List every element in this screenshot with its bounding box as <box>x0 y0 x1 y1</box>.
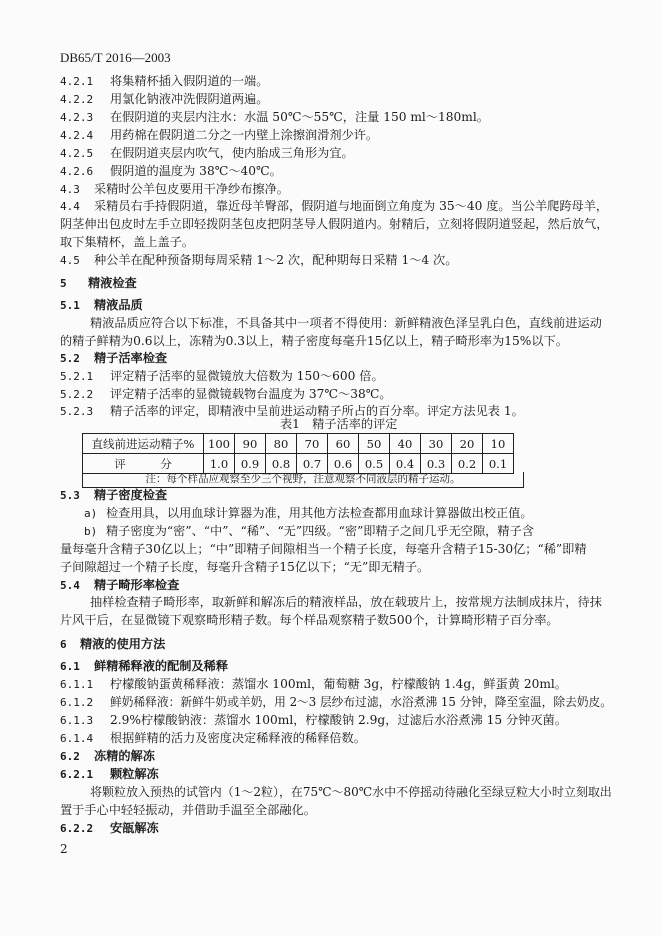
section-heading: 精子活率检查 <box>94 351 168 365</box>
standard-code-header: DB65/T 2016—2003 <box>60 50 171 65</box>
clause-number: 4.2.1 <box>60 75 94 88</box>
paragraph-line: 采精员右手持假阴道，靠近母羊臀部，假阴道与地面倒立角度为 35～40 度。当公羊爬跨母羊， <box>94 199 609 213</box>
paragraph-line: 鲜奶稀释液：新鲜牛奶或羊奶，用 2～3 层纱布过滤，水浴煮沸 15 分钟，降至室温，除去奶皮。 <box>110 695 612 709</box>
paragraph-line: 用氯化钠液冲洗假阴道两遍。 <box>110 92 269 106</box>
table-row <box>83 434 514 454</box>
clause-number: 6.2.2 <box>60 822 94 835</box>
clause-number: 4.2.3 <box>60 111 94 124</box>
paragraph-line: 阴茎伸出包皮时左手立即轻拨阴茎包皮把阴茎导人假阴道内。射精后，立刻将假阴道竖起，然后放气， <box>60 217 609 231</box>
paragraph-line: 片风干后，在显微镜下观察畸形精子数。每个样品观察精子数500个，计算畸形精子百分率。 <box>60 613 559 627</box>
table-cell: 0.6 <box>328 454 359 474</box>
clause-number: b) <box>84 525 98 538</box>
clause-number: 5.2.1 <box>60 370 94 383</box>
section-heading: 鲜精稀释液的配制及稀释 <box>94 659 229 673</box>
table-cell: 20 <box>452 434 483 454</box>
paragraph-line: 2.9%柠檬酸钠液：蒸馏水 100ml，柠檬酸钠 2.9g，过滤后水浴煮沸 15 分钟灭菌。 <box>110 713 567 727</box>
table-cell: 10 <box>483 434 514 454</box>
paragraph-line: 置于手心中轻轻振动，并借助手温至全部融化。 <box>60 803 316 817</box>
paragraph-line: 子间隙超过一个精子长度，每毫升含精子15亿以下；“无”即无精子。 <box>60 560 430 574</box>
clause-number: 4.2.5 <box>60 147 94 160</box>
paragraph-line: 量每毫升含精子30亿以上；“中”即精子间隙相当一个精子长度，每毫升含精子15-30亿；“稀”即精 <box>60 542 587 556</box>
paragraph-line: 检查用具，以用血球计算器为准，用其他方法检查都用血球计算器做出校正值。 <box>106 506 533 520</box>
sperm-motility-table <box>82 433 514 474</box>
table-cell: 80 <box>266 434 297 454</box>
clause-number: 6.2 <box>60 750 80 763</box>
table-cell: 60 <box>328 434 359 454</box>
table-cell: 0.2 <box>452 454 483 474</box>
clause-number: 5.1 <box>60 299 80 312</box>
clause-number: 6.1.2 <box>60 696 94 709</box>
paragraph-line: 将颗粒放入预热的试管内（1～2粒），在75℃～80℃水中不停摇动待融化至绿豆粒大小时立刻取出 <box>90 785 612 799</box>
section-heading: 精子密度检查 <box>94 488 168 502</box>
table-cell: 0.9 <box>235 454 266 474</box>
section-heading: 冻精的解冻 <box>94 749 155 763</box>
paragraph-line: 将集精杯插入假阴道的一端。 <box>110 74 269 88</box>
table-caption: 表1 精子活率的评定 <box>280 417 398 431</box>
clause-number: 5.2.3 <box>60 405 94 418</box>
table-cell: 0.5 <box>359 454 390 474</box>
table-cell: 0.4 <box>390 454 421 474</box>
paragraph-line: 根据鲜精的活力及密度决定稀释液的稀释倍数。 <box>110 731 366 745</box>
table-cell: 50 <box>359 434 390 454</box>
section-heading: 精子畸形率检查 <box>94 578 180 592</box>
table-cell: 100 <box>204 434 235 454</box>
clause-number: 4.3 <box>60 183 80 196</box>
table-cell: 30 <box>421 434 452 454</box>
clause-number: 4.2.2 <box>60 93 94 106</box>
page-number: 2 <box>60 842 68 856</box>
table-cell: 70 <box>297 434 328 454</box>
table-row-label: 直线前进运动精子% <box>83 434 204 454</box>
paragraph-line: 精子活率的评定，即精液中呈前进运动精子所占的百分率。评定方法见表 1。 <box>110 404 524 418</box>
clause-number: 6 <box>60 638 67 651</box>
paragraph-line: 采精时公羊包皮要用干净纱布擦净。 <box>94 182 289 196</box>
table-note: 注：每个样品应观察至少三个视野，注意观察不同液层的精子运动。 <box>82 472 524 488</box>
section-heading: 颗粒解冻 <box>110 767 159 781</box>
table-cell: 40 <box>390 434 421 454</box>
clause-number: 5.2 <box>60 352 80 365</box>
table-cell: 0.7 <box>297 454 328 474</box>
clause-number: 5.3 <box>60 489 80 502</box>
section-heading: 精液检查 <box>88 276 137 290</box>
table-cell: 0.8 <box>266 454 297 474</box>
paragraph-line: 的精子鲜精为0.6以上，冻精为0.3以上，精子密度每毫升15亿以上，精子畸形率为15%以下。 <box>60 334 568 348</box>
paragraph-line: 精液品质应符合以下标准，不具备其中一项者不得使用：新鲜精液色泽呈乳白色，直线前进运动 <box>90 316 602 330</box>
section-heading: 安瓿解冻 <box>110 821 159 835</box>
paragraph-line: 假阴道的温度为 38℃～40℃。 <box>110 164 282 178</box>
paragraph-line: 柠檬酸钠蛋黄稀释液：蒸馏水 100ml，葡萄糖 3g，柠檬酸钠 1.4g，鲜蛋黄 20ml。 <box>110 677 567 691</box>
section-heading: 精液品质 <box>94 298 143 312</box>
paragraph-line: 用药棉在假阴道二分之一内壁上涂擦润滑剂少许。 <box>110 128 379 142</box>
paragraph-line: 在假阴道的夹层内注水：水温 50℃～55℃，注量 150 ml～180ml。 <box>110 110 489 124</box>
clause-number: 6.2.1 <box>60 768 94 781</box>
paragraph-line: 在假阴道夹层内吹气，使内胎成三角形为宜。 <box>110 146 354 160</box>
table-cell: 1.0 <box>204 454 235 474</box>
table-row <box>83 454 514 474</box>
table-cell: 90 <box>235 434 266 454</box>
clause-number: a) <box>84 507 98 520</box>
clause-number: 5.2.2 <box>60 388 94 401</box>
paragraph-line: 种公羊在配种预备期每周采精 1～2 次，配种期每日采精 1～4 次。 <box>94 253 458 267</box>
clause-number: 6.1 <box>60 660 80 673</box>
clause-number: 4.2.4 <box>60 129 94 142</box>
section-heading: 精液的使用方法 <box>80 637 166 651</box>
paragraph-line: 精子密度为“密”、“中”、“稀”、“无”四级。“密”即精子之间几乎无空隙，精子含 <box>106 524 534 538</box>
table-cell: 0.3 <box>421 454 452 474</box>
paragraph-line: 评定精子活率的显微镜载物台温度为 37℃～38℃。 <box>110 387 392 401</box>
clause-number: 4.2.6 <box>60 165 94 178</box>
clause-number: 6.1.4 <box>60 732 94 745</box>
paragraph-line: 评定精子活率的显微镜放大倍数为 150～600 倍。 <box>110 369 384 383</box>
table-row-label: 评 分 <box>83 454 204 474</box>
paragraph-line: 取下集精杯，盖上盖子。 <box>60 235 195 249</box>
clause-number: 4.5 <box>60 254 80 267</box>
table-cell: 0.1 <box>483 454 514 474</box>
paragraph-line: 抽样检查精子畸形率，取新鲜和解冻后的精液样品，放在载玻片上，按常规方法制成抹片，待抹 <box>90 595 602 609</box>
clause-number: 6.1.3 <box>60 714 94 727</box>
clause-number: 5 <box>60 277 67 290</box>
clause-number: 4.4 <box>60 200 80 213</box>
clause-number: 6.1.1 <box>60 678 94 691</box>
clause-number: 5.4 <box>60 579 80 592</box>
